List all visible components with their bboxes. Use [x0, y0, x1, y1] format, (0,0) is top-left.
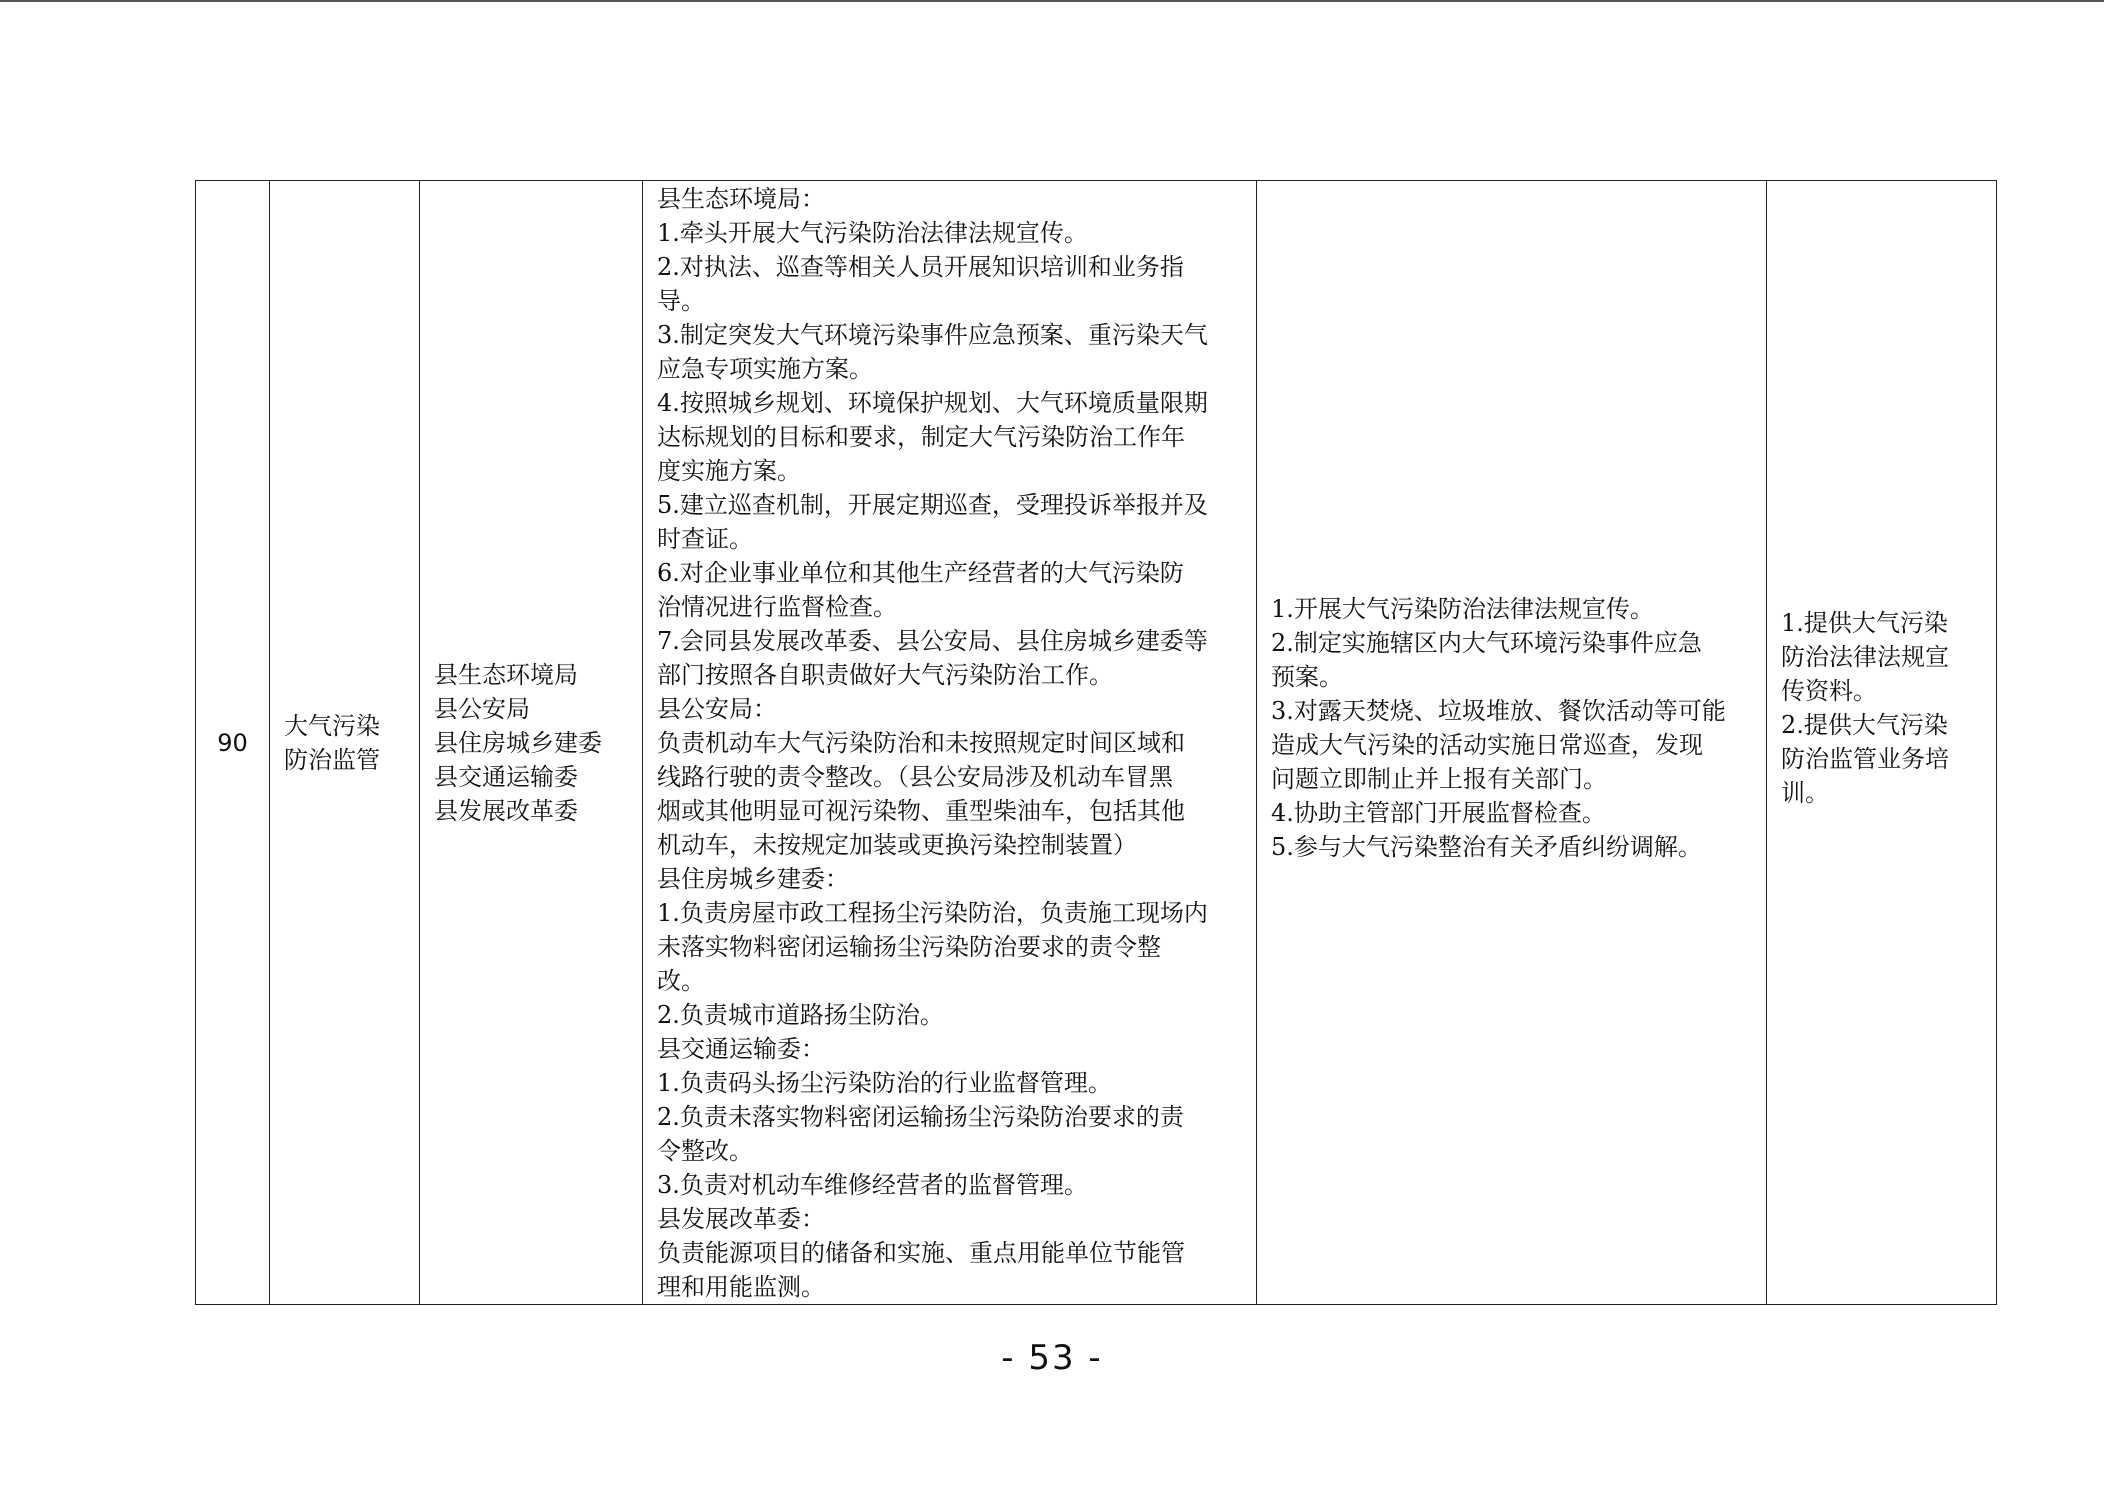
department-duty-line: 导。: [657, 286, 705, 315]
department-duty-line: 部门按照各自职责做好大气污染防治工作。: [657, 660, 1113, 689]
department-duty-line: 4.按照城乡规划、环境保护规划、大气环境质量限期: [657, 388, 1208, 417]
page-top-border: [0, 0, 2104, 2]
department-duty-line: 未落实物料密闭运输扬尘污染防治要求的责令整: [657, 932, 1161, 961]
support-duty-line: 1.提供大气污染: [1781, 608, 1948, 637]
department-duty-line: 线路行驶的责令整改。（县公安局涉及机动车冒黑: [657, 762, 1173, 791]
item-name-line: 大气污染: [284, 711, 380, 740]
support-duty-line: 防治法律法规宣: [1781, 642, 1949, 671]
duty-table: [195, 180, 1997, 1305]
township-duty-line: 3.对露天焚烧、垃圾堆放、餐饮活动等可能: [1271, 696, 1726, 725]
support-duty-line: 传资料。: [1781, 676, 1877, 705]
department-duty-line: 治情况进行监督检查。: [657, 592, 897, 621]
row-number-cell: [196, 181, 270, 1305]
department-duty-line: 负责机动车大气污染防治和未按照规定时间区域和: [657, 728, 1185, 757]
support-duty-line: 防治监管业务培: [1781, 744, 1949, 773]
department-duty-line: 改。: [657, 966, 705, 995]
department-duty-line: 2.负责未落实物料密闭运输扬尘污染防治要求的责: [657, 1102, 1184, 1131]
table-row: [196, 181, 1997, 1305]
support-duties: [1781, 606, 1982, 810]
township-duty-line: 4.协助主管部门开展监督检查。: [1271, 798, 1606, 827]
department-duty-line: 烟或其他明显可视污染物、重型柴油车，包括其他: [657, 796, 1185, 825]
department-duty-line: 负责能源项目的储备和实施、重点用能单位节能管: [657, 1238, 1185, 1267]
page-number: - 53 -: [1001, 1338, 1103, 1378]
department-list: [434, 658, 628, 828]
township-duties-cell: [1257, 181, 1767, 1305]
department-name: 县公安局: [434, 694, 530, 723]
township-duty-line: 问题立即制止并上报有关部门。: [1271, 764, 1607, 793]
township-duty-line: 预案。: [1271, 662, 1343, 691]
department-duty-line: 3.制定突发大气环境污染事件应急预案、重污染天气: [657, 320, 1208, 349]
support-duty-line: 2.提供大气污染: [1781, 710, 1948, 739]
department-duty-line: 5.建立巡查机制，开展定期巡查，受理投诉举报并及: [657, 490, 1208, 519]
item-name-cell: [270, 181, 420, 1305]
department-duty-line: 县发展改革委：: [657, 1204, 825, 1233]
department-duty-line: 3.负责对机动车维修经营者的监督管理。: [657, 1170, 1088, 1199]
township-duties: [1271, 592, 1752, 864]
row-number: 90: [217, 728, 248, 757]
department-name: 县交通运输委: [434, 762, 578, 791]
department-duty-line: 6.对企业事业单位和其他生产经营者的大气污染防: [657, 558, 1184, 587]
department-duties: [657, 182, 1242, 1304]
department-duty-line: 达标规划的目标和要求，制定大气污染防治工作年: [657, 422, 1185, 451]
township-duty-line: 造成大气污染的活动实施日常巡查，发现: [1271, 730, 1703, 759]
department-duty-line: 1.牵头开展大气污染防治法律法规宣传。: [657, 218, 1088, 247]
department-name: 县住房城乡建委: [434, 728, 602, 757]
township-duty-line: 1.开展大气污染防治法律法规宣传。: [1271, 594, 1654, 623]
support-duties-cell: [1767, 181, 1997, 1305]
department-duty-line: 7.会同县发展改革委、县公安局、县住房城乡建委等: [657, 626, 1208, 655]
township-duty-line: 2.制定实施辖区内大气环境污染事件应急: [1271, 628, 1702, 657]
item-name-line: 防治监管: [284, 745, 380, 774]
department-duties-cell: [643, 181, 1257, 1305]
department-name: 县生态环境局: [434, 660, 578, 689]
township-duty-line: 5.参与大气污染整治有关矛盾纠纷调解。: [1271, 832, 1702, 861]
department-duty-line: 时查证。: [657, 524, 753, 553]
department-duty-line: 县公安局：: [657, 694, 777, 723]
department-name: 县发展改革委: [434, 796, 578, 825]
department-duty-line: 度实施方案。: [657, 456, 801, 485]
departments-cell: [420, 181, 643, 1305]
department-duty-line: 理和用能监测。: [657, 1272, 825, 1301]
department-duty-line: 县住房城乡建委：: [657, 864, 849, 893]
department-duty-line: 应急专项实施方案。: [657, 354, 873, 383]
department-duty-line: 县生态环境局：: [657, 184, 825, 213]
support-duty-line: 训。: [1781, 778, 1829, 807]
department-duty-line: 令整改。: [657, 1136, 753, 1165]
department-duty-line: 1.负责码头扬尘污染防治的行业监督管理。: [657, 1068, 1112, 1097]
department-duty-line: 县交通运输委：: [657, 1034, 825, 1063]
item-name: [284, 709, 405, 777]
department-duty-line: 机动车，未按规定加装或更换污染控制装置）: [657, 830, 1137, 859]
department-duty-line: 2.负责城市道路扬尘防治。: [657, 1000, 944, 1029]
department-duty-line: 2.对执法、巡查等相关人员开展知识培训和业务指: [657, 252, 1184, 281]
department-duty-line: 1.负责房屋市政工程扬尘污染防治，负责施工现场内: [657, 898, 1208, 927]
